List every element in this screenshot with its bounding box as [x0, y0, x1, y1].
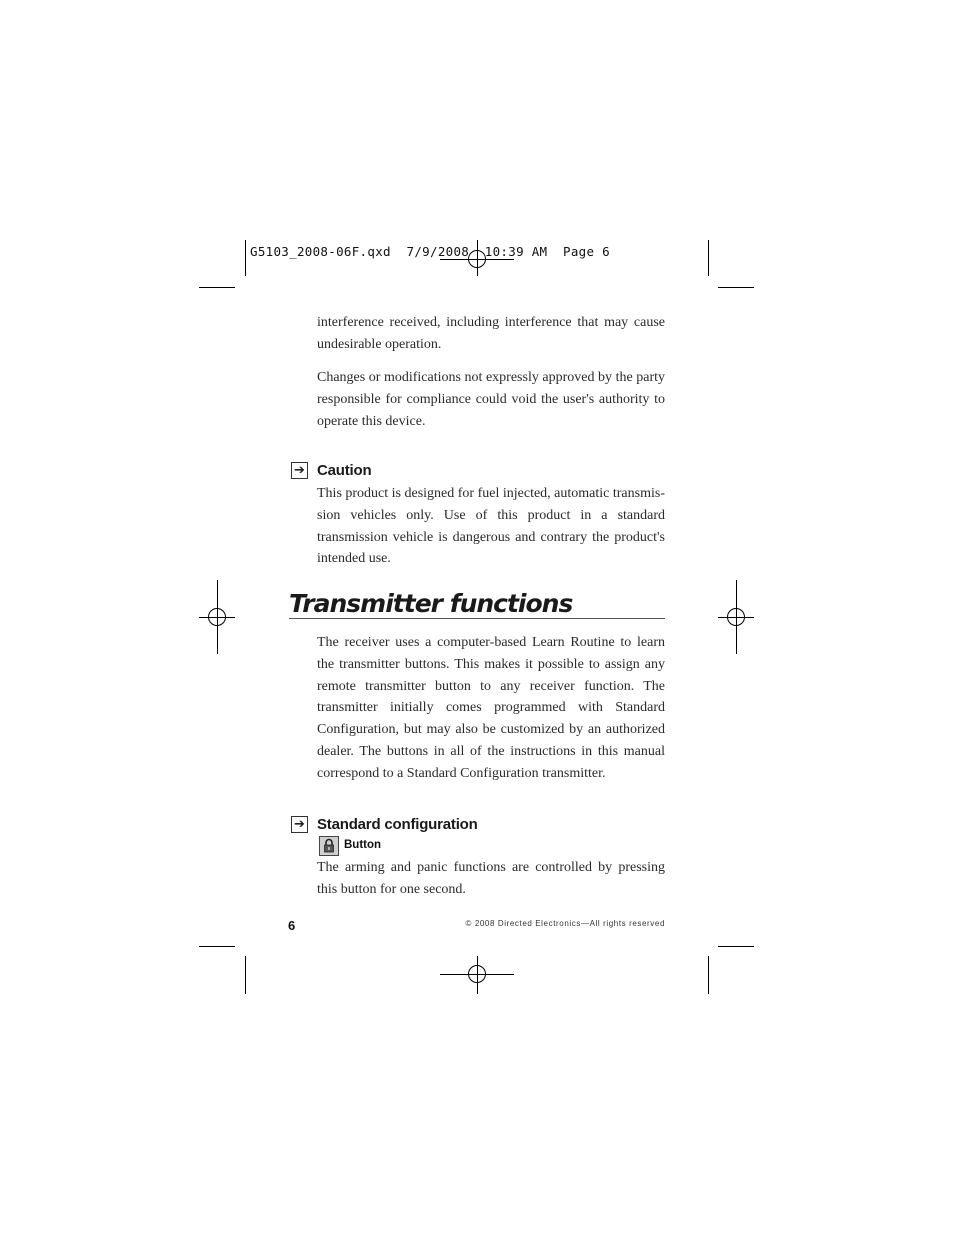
fcc-continuation-paragraph: interference received, including interference that may cause undesirable operation. — [317, 315, 665, 352]
standard-config-paragraph: The arming and panic functions are controlled by pressing this button for one second. — [317, 860, 665, 897]
section-title: Transmitter functions — [289, 588, 665, 619]
modifications-paragraph: Changes or modifications not expressly approved by the party responsible for compliance could void the user's authority to operate this device. — [317, 370, 665, 429]
standard-config-heading — [291, 813, 478, 835]
arrow-right-icon: ➔ — [291, 462, 308, 479]
standard-config-heading-label: Standard configuration — [317, 815, 478, 833]
button-label: Button — [344, 839, 382, 851]
page-number: 6 — [288, 918, 296, 933]
print-slug-line: G5103_2008-06F.qxd 7/9/2008 10:39 AM Page 6 — [250, 244, 610, 259]
copyright-notice: © 2008 Directed Electronics—All rights reserved — [465, 919, 665, 928]
caution-heading — [291, 459, 371, 481]
caution-heading-label: Caution — [317, 461, 372, 479]
transmitter-paragraph: The receiver uses a computer-based Learn Routine to learn the transmitter buttons. This makes it possible to assign any remote transmitter button to any receiver function. The transmitter initially comes programmed with Standard Configuration, but may also be customized by an authorized dealer. The buttons in all of the instructions in this manual correspond to a Standard Configuration transmitter. — [317, 635, 665, 781]
lock-icon — [319, 836, 339, 856]
caution-paragraph: This product is designed for fuel injected, automatic transmission vehicles only. Use of this product in a standard transmission vehicle is dangerous and contrary the product's intended use. — [317, 486, 665, 567]
arrow-right-icon: ➔ — [291, 816, 308, 833]
